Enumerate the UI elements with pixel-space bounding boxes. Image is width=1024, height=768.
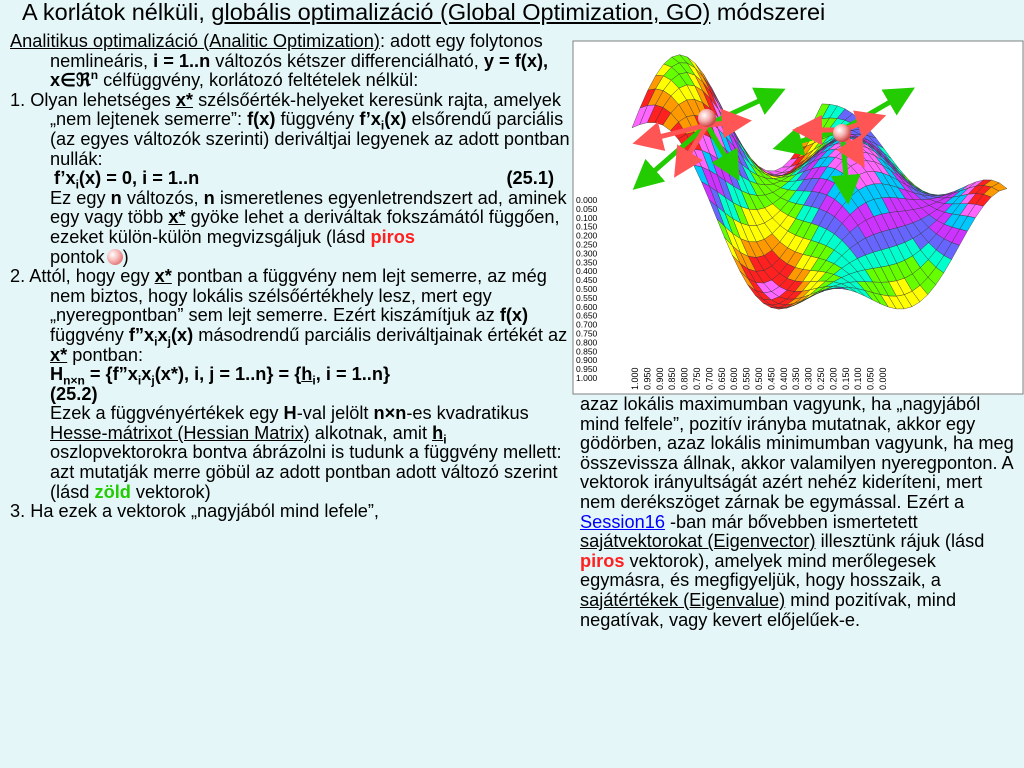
y-tick-label: 0.450: [576, 275, 598, 286]
y-tick-label: 0.500: [576, 284, 598, 294]
x-tick-label: 0.500: [754, 367, 764, 390]
surface-plot-svg: [572, 40, 1024, 395]
formula-25-2: $H_{n\times n}$ = {$f”x_ix_j(x*)$, i, $j = 1..n\} = \{h_i$, i = 1..n} (25.2): [50, 364, 391, 404]
formula-25-1: $f’x_i(x) = 0$, i = 1..n (25.1): [54, 168, 554, 192]
slide-title: A korlátok nélküli, globális optimalizáció (Global Optimization, GO) módszerei: [22, 0, 826, 25]
y-tick-label: 0.300: [576, 248, 598, 259]
y-tick-label: 0.850: [576, 346, 598, 357]
y-axis-ticks: [576, 195, 598, 383]
title-link[interactable]: globális optimalizáció (Global Optimization, GO): [211, 0, 711, 25]
y-tick-label: 0.550: [576, 292, 598, 303]
hessian-matrix-link[interactable]: Hesse-mátrixot (Hessian Matrix): [50, 422, 310, 443]
y-tick-label: 0.100: [576, 212, 598, 223]
y-tick-label: 0.000: [576, 195, 598, 205]
item-1-explanation: Ez egy n változós, n ismeretlenes egyenletrendszert ad, aminek egy vagy több x* gyöke lehet a deriváltak fokszámától függően, ezeket külön-külön megvizsgáljuk (lásd piros pontok ): [50, 187, 567, 267]
right-text-column: azaz lokális maximumban vagyunk, ha „nagyjából mind felfele”, pozitív irányba mutatnak, akkor egy gödörben, azaz lokális minimumban vagyunk, ha meg összevissza állnak, akkor valamilyen nyeregponton. A vektorok irányultságát azért nehéz kideríteni, mert nem derékszöget zárnak be egymással. Ezért a Session16 -ban már bővebben ismertetett sajátvektorokat (Eigenvector) illesztünk rájuk (lásd piros vektorok), amelyek mind merőlegesek egymásra, és megfigyeljük, hogy hosszaik, a sajátértékek (Eigenvalue) mind pozitívak, mind negatívak, vagy kevert előjelűek-e.: [580, 394, 1014, 630]
y-tick-label: 0.900: [576, 355, 598, 366]
x-tick-label: 0.100: [853, 367, 864, 390]
item-1: 1. Olyan lehetséges x* szélsőérték-helyeket keresünk rajta, amelyek „nem lejtenek semerre”: f(x) függvény $f’x_i(x)$ elsőrendű parciális (az egyes változók szerinti) deriváltjai legyenek az adott pontban nullák:: [10, 89, 570, 169]
red-point: [698, 109, 716, 127]
x-tick-label: 0.000: [878, 367, 888, 390]
session16-link[interactable]: Session16: [580, 511, 665, 532]
x-tick-label: 0.750: [692, 367, 702, 390]
x-tick-label: 1.000: [630, 367, 640, 390]
eigenvalue-link[interactable]: sajátértékek (Eigenvalue): [580, 589, 786, 610]
left-text-column: [10, 32, 580, 522]
intro-paragraph: Analitikus optimalizáció (Analitic Optimization): adott egy folytonos nemlineáris, i = 1..n változós kétszer differenciálható, y = f(x), x∈ℜ$^n$ célfüggvény, korlátozó feltételek nélkül:: [10, 31, 549, 91]
y-tick-label: 0.700: [576, 319, 598, 330]
x-tick-label: 0.450: [766, 367, 777, 390]
y-tick-label: 0.800: [576, 337, 598, 348]
item-3: 3. Ha ezek a vektorok „nagyjából mind lefele”,: [10, 501, 379, 522]
y-tick-label: 0.250: [576, 239, 598, 250]
x-tick-label: 0.650: [716, 367, 727, 390]
x-tick-label: 0.900: [654, 367, 665, 390]
red-point: [833, 124, 851, 142]
x-tick-label: 0.700: [704, 367, 715, 390]
x-tick-label: 0.950: [642, 367, 653, 390]
y-tick-label: 0.750: [576, 328, 598, 339]
y-tick-label: 0.150: [576, 221, 598, 232]
item-2: 2. Attól, hogy egy x* pontban a függvény nem lejt semerre, az még nem biztos, hogy lokális szélsőértékhely lesz, mert egy „nyeregpontban” sem lejt semerre. Ezért kiszámítjuk az f(x) függvény $f”x_ix_j(x)$ másodrendű parciális deriváltjainak értékét az x* pontban:: [10, 266, 568, 365]
x-tick-label: 0.550: [741, 367, 752, 390]
x-tick-label: 0.350: [791, 367, 802, 390]
y-tick-label: 0.600: [576, 301, 598, 312]
x-tick-label: 0.150: [840, 367, 851, 390]
y-tick-label: 0.350: [576, 257, 598, 268]
x-axis-ticks: [630, 367, 888, 390]
red-point-icon: [107, 249, 123, 265]
analitic-optimization-link[interactable]: Analitikus optimalizáció (Analitic Optimization): [10, 31, 380, 51]
item-2-explanation: Ezek a függvényértékek egy H-val jelölt n×n-es kvadratikus Hesse-mátrixot (Hessian Matrix) alkotnak, amit $h_i$ oszlopvektorokra bontva ábrázolni is tudunk a függvény mellett: azt mutatják merre göbül az adott pontban adott változó szerint (lásd zöld vektorok): [50, 403, 562, 502]
x-tick-label: 0.600: [729, 367, 740, 390]
x-tick-label: 0.800: [679, 367, 690, 390]
surface-plot: [572, 40, 1024, 395]
x-tick-label: 0.200: [828, 367, 839, 390]
x-tick-label: 0.400: [778, 367, 789, 390]
y-tick-label: 0.050: [576, 203, 598, 214]
y-tick-label: 0.650: [576, 310, 598, 321]
x-tick-label: 0.300: [803, 367, 814, 390]
y-tick-label: 0.400: [576, 266, 598, 277]
x-tick-label: 0.850: [667, 367, 678, 390]
y-tick-label: 0.950: [576, 364, 598, 375]
y-tick-label: 1.000: [576, 373, 598, 383]
eigenvector-link[interactable]: sajátvektorokat (Eigenvector): [580, 531, 816, 552]
y-tick-label: 0.200: [576, 230, 598, 241]
x-tick-label: 0.050: [865, 367, 876, 390]
x-tick-label: 0.250: [816, 367, 826, 390]
